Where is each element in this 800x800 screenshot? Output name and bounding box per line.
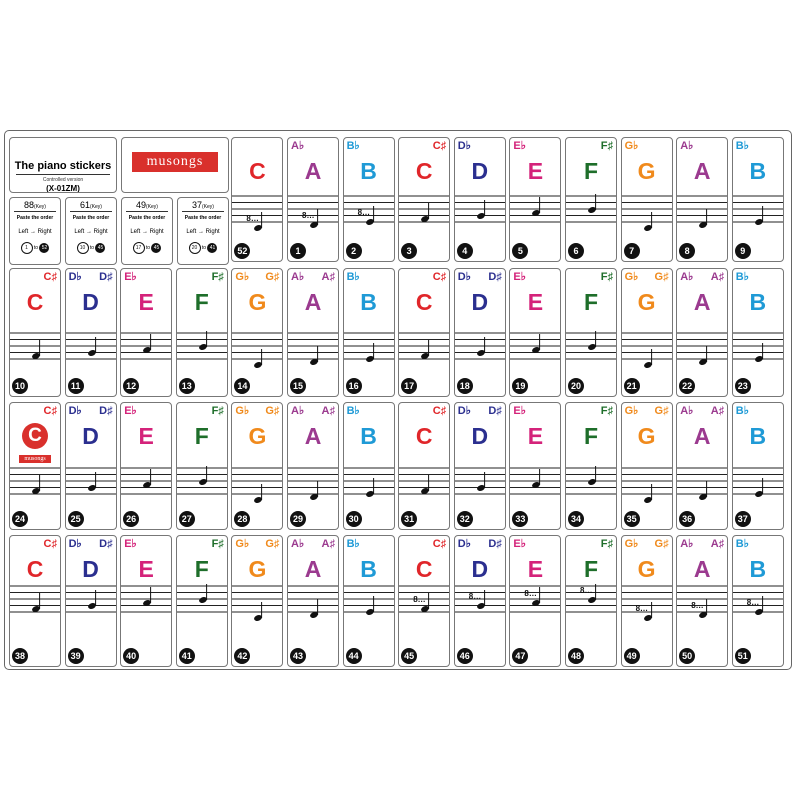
accidental-sharp-label: G♯ [654, 538, 669, 550]
key-sticker-31 [398, 402, 450, 530]
note-letter: D [471, 158, 489, 184]
key-number-badge: 52 [234, 243, 250, 259]
accidental-flat-label: G♭ [235, 405, 250, 417]
note-letter: F [583, 556, 599, 582]
key-sticker-25 [65, 402, 117, 530]
accidental-sharp-label: D♯ [488, 405, 502, 417]
ottava-marker: 8… [746, 598, 760, 607]
note-letter: B [749, 556, 767, 582]
note-letter: C [415, 423, 433, 449]
key-sticker-7 [621, 137, 673, 262]
key-sticker-13 [176, 268, 228, 397]
key-number-badge: 1 [290, 243, 306, 259]
accidental-label: E♭ [513, 140, 526, 152]
key-count: 49(Key) [136, 200, 158, 210]
range-to-label: to [144, 245, 152, 251]
key-sticker-32 [454, 402, 506, 530]
accidental-sharp-label: G♯ [654, 405, 669, 417]
key-number-badge: 4 [457, 243, 473, 259]
accidental-label: D♭ [457, 140, 471, 152]
key-number-badge: 34 [568, 511, 584, 527]
key-number-badge: 16 [346, 378, 362, 394]
key-sticker-29 [287, 402, 339, 530]
accidental-label: F♯ [211, 405, 224, 417]
accidental-sharp-label: A♯ [321, 538, 335, 550]
key-sticker-10 [9, 268, 61, 397]
key-number-badge: 44 [346, 648, 362, 664]
note-letter: C [22, 423, 48, 449]
key-number-badge: 47 [512, 648, 528, 664]
accidental-label: C♯ [432, 538, 447, 550]
ottava-marker: 8… [691, 601, 704, 610]
accidental-label: A♭ [291, 140, 305, 152]
note-letter: C [249, 158, 266, 184]
key-number-badge: 23 [735, 378, 751, 394]
key-number-badge: 32 [457, 511, 473, 527]
direction-label: Left → Right [18, 229, 52, 235]
key-number-badge: 46 [457, 648, 473, 664]
order-rule [182, 211, 224, 212]
accidental-sharp-label: A♯ [710, 405, 725, 417]
note-letter: A [304, 158, 322, 184]
ottava-marker: 8… [302, 211, 315, 220]
note-letter: G [248, 556, 267, 582]
key-sticker-11 [65, 268, 117, 397]
accidental-label: F♯ [600, 271, 613, 283]
accidental-flat-label: G♭ [235, 271, 250, 283]
key-range [10, 242, 60, 254]
key-number-badge: 20 [568, 378, 584, 394]
note-letter: B [360, 289, 377, 315]
key-number-badge: 9 [735, 243, 751, 259]
accidental-flat-label: G♭ [624, 405, 639, 417]
note-letter: F [194, 289, 209, 315]
key-sticker-35 [621, 402, 673, 530]
order-card-49 [121, 197, 173, 265]
accidental-label: E♭ [513, 538, 526, 550]
key-count: 37(Key) [192, 200, 214, 210]
key-number-badge: 25 [68, 511, 84, 527]
accidental-label: E♭ [124, 271, 137, 283]
order-card-37 [177, 197, 229, 265]
order-card-88 [9, 197, 61, 265]
accidental-label: C♯ [432, 140, 447, 152]
note-letter: E [527, 556, 544, 582]
accidental-sharp-label: D♯ [99, 538, 113, 550]
order-rule [70, 211, 112, 212]
key-sticker-27 [176, 402, 228, 530]
range-to-label: to [32, 245, 40, 251]
accidental-sharp-label: G♯ [265, 271, 280, 283]
accidental-label: C♯ [43, 271, 57, 283]
key-sticker-44 [343, 535, 395, 667]
title-text: The piano stickers [14, 160, 112, 172]
key-number-badge: 30 [346, 511, 362, 527]
range-end-badge: 41 [207, 243, 217, 253]
note-letter: F [194, 556, 209, 582]
note-letter: G [248, 289, 267, 315]
accidental-flat-label: A♭ [291, 405, 305, 417]
key-number-badge: 22 [679, 378, 695, 394]
note-letter: A [304, 423, 322, 449]
key-sticker-6 [565, 137, 617, 262]
accidental-label: E♭ [124, 405, 137, 417]
key-number-badge: 48 [568, 648, 584, 664]
ottava-marker: 8… [413, 595, 426, 604]
key-sticker-26 [120, 402, 172, 530]
key-sticker-36 [676, 402, 728, 530]
note-letter: D [471, 289, 489, 315]
accidental-sharp-label: G♯ [654, 271, 669, 283]
note-letter: B [360, 556, 377, 582]
accidental-sharp-label: A♯ [710, 538, 725, 550]
key-number-badge: 11 [68, 378, 84, 394]
accidental-flat-label: D♭ [68, 538, 82, 550]
accidental-label: E♭ [513, 271, 526, 283]
ottava-marker: 8… [524, 589, 537, 598]
key-number-badge: 12 [123, 378, 139, 394]
key-sticker-1 [287, 137, 339, 262]
key-sticker-2 [343, 137, 395, 262]
range-start-badge: 1 [21, 242, 33, 254]
accidental-label: G♭ [624, 140, 639, 152]
paste-order-label: Paste the order [72, 215, 110, 221]
key-sticker-16 [343, 268, 395, 397]
note-letter: F [583, 423, 599, 449]
accidental-label: B♭ [346, 140, 360, 152]
note-letter: D [82, 289, 99, 315]
key-number-badge: 39 [68, 648, 84, 664]
note-letter: F [194, 423, 209, 449]
key-range [122, 242, 172, 254]
key-sticker-18 [454, 268, 506, 397]
accidental-label: C♯ [43, 538, 57, 550]
key-number-badge: 33 [512, 511, 528, 527]
note-letter: D [471, 423, 489, 449]
note-letter: E [527, 423, 544, 449]
direction-label: Left → Right [130, 229, 164, 235]
accidental-label: B♭ [346, 271, 360, 283]
brand-card [121, 137, 229, 193]
accidental-flat-label: A♭ [680, 271, 694, 283]
note-letter: E [527, 289, 544, 315]
accidental-sharp-label: A♯ [321, 405, 335, 417]
key-sticker-37 [732, 402, 784, 530]
accidental-label: F♯ [211, 538, 224, 550]
accidental-label: F♯ [600, 405, 613, 417]
key-number-badge: 7 [624, 243, 640, 259]
key-number-badge: 24 [12, 511, 28, 527]
accidental-sharp-label: D♯ [488, 271, 502, 283]
key-number-badge: 42 [234, 648, 250, 664]
key-sticker-40 [120, 535, 172, 667]
key-sticker-8 [676, 137, 728, 262]
key-sticker-20 [565, 268, 617, 397]
accidental-sharp-label: G♯ [265, 405, 280, 417]
key-range [178, 242, 228, 254]
accidental-sharp-label: G♯ [265, 538, 280, 550]
range-start-badge: 20 [189, 242, 201, 254]
key-number-badge: 10 [12, 378, 28, 394]
accidental-flat-label: G♭ [624, 271, 639, 283]
key-sticker-28 [231, 402, 283, 530]
accidental-flat-label: A♭ [680, 405, 694, 417]
note-letter: E [138, 556, 154, 582]
order-rule [14, 211, 56, 212]
key-number-badge: 40 [123, 648, 139, 664]
key-sticker-21 [621, 268, 673, 397]
key-sticker-23 [732, 268, 784, 397]
model-text: (X-01ZM) [46, 184, 80, 193]
note-letter: B [749, 289, 767, 315]
accidental-label: B♭ [735, 405, 749, 417]
key-number-badge: 49 [624, 648, 640, 664]
sticker-sheet [4, 130, 792, 670]
key-sticker-38 [9, 535, 61, 667]
key-number-badge: 29 [290, 511, 306, 527]
key-sticker-49 [621, 535, 673, 667]
accidental-label: B♭ [735, 538, 749, 550]
title-card [9, 137, 117, 193]
key-number-badge: 37 [735, 511, 751, 527]
accidental-flat-label: D♭ [68, 271, 82, 283]
key-number-badge: 15 [290, 378, 306, 394]
key-sticker-12 [120, 268, 172, 397]
note-letter: A [693, 289, 711, 315]
key-sticker-5 [509, 137, 561, 262]
range-end-badge: 45 [151, 243, 161, 253]
key-number-badge: 43 [290, 648, 306, 664]
direction-label: Left → Right [186, 229, 220, 235]
key-number-badge: 45 [401, 648, 417, 664]
title-rule [16, 174, 110, 175]
note-letter: B [749, 423, 767, 449]
key-sticker-43 [287, 535, 339, 667]
key-sticker-4 [454, 137, 506, 262]
key-number-badge: 27 [179, 511, 195, 527]
note-letter: D [82, 423, 99, 449]
accidental-sharp-label: A♯ [321, 271, 335, 283]
accidental-label: C♯ [432, 271, 447, 283]
key-sticker-34 [565, 402, 617, 530]
ottava-marker: 8… [357, 208, 371, 217]
accidental-flat-label: G♭ [235, 538, 250, 550]
accidental-sharp-label: A♯ [710, 271, 725, 283]
key-number-badge: 36 [679, 511, 695, 527]
accidental-label: F♯ [600, 140, 613, 152]
range-start-badge: 10 [77, 242, 89, 254]
direction-label: Left → Right [74, 229, 108, 235]
ottava-marker: 8… [468, 592, 482, 601]
accidental-flat-label: G♭ [624, 538, 639, 550]
note-letter: C [26, 556, 44, 582]
key-sticker-48 [565, 535, 617, 667]
note-letter: A [304, 289, 322, 315]
key-range [66, 242, 116, 254]
key-number-badge: 31 [401, 511, 417, 527]
accidental-sharp-label: D♯ [99, 405, 113, 417]
range-to-label: to [200, 245, 208, 251]
key-sticker-45 [398, 535, 450, 667]
note-letter: G [637, 158, 656, 184]
note-letter: G [637, 423, 656, 449]
accidental-label: B♭ [735, 140, 749, 152]
brand-logo: musongs [132, 152, 218, 172]
key-number-badge: 38 [12, 648, 28, 664]
note-letter: E [138, 289, 154, 315]
key-number-badge: 14 [234, 378, 250, 394]
note-letter: C [415, 158, 433, 184]
range-start-badge: 17 [133, 242, 145, 254]
accidental-sharp-label: D♯ [488, 538, 502, 550]
key-number-badge: 26 [123, 511, 139, 527]
note-letter: B [360, 423, 377, 449]
range-end-badge: 52 [39, 243, 49, 253]
key-sticker-41 [176, 535, 228, 667]
note-letter: B [749, 158, 767, 184]
note-letter: C [415, 289, 433, 315]
accidental-label: E♭ [124, 538, 137, 550]
accidental-label: F♯ [211, 271, 224, 283]
note-letter: D [82, 556, 99, 582]
accidental-flat-label: A♭ [680, 538, 694, 550]
accidental-label: C♯ [43, 405, 57, 417]
key-count: 61(Key) [80, 200, 102, 210]
accidental-label: F♯ [600, 538, 613, 550]
key-sticker-17 [398, 268, 450, 397]
key-number-badge: 50 [679, 648, 695, 664]
key-number-badge: 6 [568, 243, 584, 259]
note-letter: F [583, 289, 599, 315]
key-sticker-30 [343, 402, 395, 530]
key-number-badge: 2 [346, 243, 362, 259]
note-letter: G [637, 289, 656, 315]
accidental-flat-label: D♭ [457, 405, 471, 417]
key-sticker-24 [9, 402, 61, 530]
key-number-badge: 41 [179, 648, 195, 664]
ottava-marker: 8… [635, 604, 649, 613]
note-letter: A [693, 158, 711, 184]
note-letter: D [471, 556, 489, 582]
order-rule [126, 211, 168, 212]
accidental-label: B♭ [346, 405, 360, 417]
key-sticker-51 [732, 535, 784, 667]
paste-order-label: Paste the order [128, 215, 166, 221]
range-to-label: to [88, 245, 96, 251]
note-letter: A [304, 556, 322, 582]
accidental-flat-label: D♭ [68, 405, 82, 417]
key-sticker-39 [65, 535, 117, 667]
accidental-flat-label: A♭ [291, 538, 305, 550]
ottava-marker: 8… [246, 214, 259, 223]
paste-order-label: Paste the order [184, 215, 222, 221]
accidental-flat-label: D♭ [457, 271, 471, 283]
key-sticker-47 [509, 535, 561, 667]
order-card-61 [65, 197, 117, 265]
note-letter: A [693, 423, 711, 449]
key-number-badge: 21 [624, 378, 640, 394]
note-letter: F [583, 158, 599, 184]
key-sticker-42 [231, 535, 283, 667]
key-number-badge: 18 [457, 378, 473, 394]
accidental-label: C♯ [432, 405, 447, 417]
accidental-flat-label: D♭ [457, 538, 471, 550]
note-letter: C [415, 556, 433, 582]
key-number-badge: 51 [735, 648, 751, 664]
note-letter: B [360, 158, 377, 184]
key-sticker-50 [676, 535, 728, 667]
key-number-badge: 8 [679, 243, 695, 259]
key-number-badge: 3 [401, 243, 417, 259]
ottava-marker: 8… [580, 586, 593, 595]
key-sticker-3 [398, 137, 450, 262]
range-end-badge: 45 [95, 243, 105, 253]
accidental-label: E♭ [513, 405, 526, 417]
key-sticker-52 [231, 137, 283, 262]
key-count: 88(Key) [24, 200, 46, 210]
key-number-badge: 13 [179, 378, 195, 394]
accidental-label: B♭ [735, 271, 749, 283]
note-letter: E [138, 423, 154, 449]
brand-strip: musongs [19, 455, 51, 463]
note-letter: A [693, 556, 711, 582]
key-sticker-15 [287, 268, 339, 397]
key-number-badge: 17 [401, 378, 417, 394]
key-sticker-19 [509, 268, 561, 397]
paste-order-label: Paste the order [16, 215, 54, 221]
note-letter: G [637, 556, 656, 582]
accidental-label: B♭ [346, 538, 360, 550]
subtitle-text: Controlled version [42, 177, 84, 183]
key-number-badge: 5 [512, 243, 528, 259]
accidental-flat-label: A♭ [291, 271, 305, 283]
key-sticker-14 [231, 268, 283, 397]
note-letter: G [248, 423, 267, 449]
accidental-sharp-label: D♯ [99, 271, 113, 283]
note-letter: C [26, 289, 44, 315]
key-number-badge: 19 [512, 378, 528, 394]
accidental-label: A♭ [680, 140, 694, 152]
key-sticker-9 [732, 137, 784, 262]
key-sticker-46 [454, 535, 506, 667]
key-sticker-22 [676, 268, 728, 397]
note-letter: E [527, 158, 544, 184]
key-number-badge: 28 [234, 511, 250, 527]
key-sticker-33 [509, 402, 561, 530]
key-number-badge: 35 [624, 511, 640, 527]
